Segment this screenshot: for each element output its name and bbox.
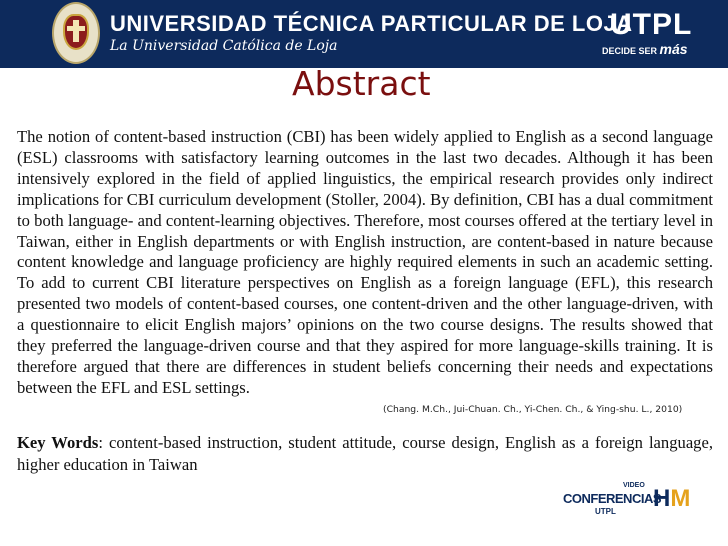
video-label: VIDEO <box>623 482 645 489</box>
utpl-logo: UTPL <box>610 8 693 41</box>
videoconferencias-logo <box>563 482 693 530</box>
university-name: UNIVERSIDAD TÉCNICA PARTICULAR DE LOJA <box>110 11 633 36</box>
abstract-text: The notion of content-based instruction (CBI) has been widely applied to English as a second language (ESL) classrooms with satisfactory learning outcomes in the last two decades. Although it has been intensively explored in the field of applied linguistics, the empirical research provides only indirect implications for CBI curriculum development (Stoller, 2004). By definition, CBI has a dual commitment to both language- and content-learning objectives. Therefore, most courses offered at the tertiary level in Taiwan, either in English departments or with English instruction, are content-based in nature because content knowledge and language proficiency are highly required elements in such an academic setting. To add to current CBI literature perspectives on English as a foreign language (EFL), this research presented two models of content-based courses, one content-driven and the other language-driven, with a questionnaire to elicit English majors’ opinions on the two course designs. The results showed that they preferred the language-driven course and that they aspired for more language-skills training. It is therefore argued that there are differences in student beliefs concerning their needs and expectations between the EFL and ESL settings. <box>17 127 713 397</box>
conferencias-label: CONFERENCIAS <box>563 491 662 506</box>
conference-mark-icon: HM <box>653 485 691 512</box>
keywords-paragraph <box>17 432 713 476</box>
keywords-separator: : <box>98 433 103 452</box>
abstract-body <box>17 127 713 447</box>
tagline-prefix: DECIDE SER <box>602 46 658 56</box>
abstract-citation: (Chang. M.Ch., Jui-Chuan. Ch., Yi-Chen. Ch., & Ying-shu. L., 2010) <box>383 404 683 415</box>
keywords-label: Key Words <box>17 433 99 452</box>
utpl-tagline <box>602 41 688 57</box>
university-seal-icon <box>52 2 100 64</box>
keywords-text: content-based instruction, student attitude, course design, English as a foreign language, higher education in Taiwan <box>17 433 713 474</box>
conferencias-org: UTPL <box>595 507 616 516</box>
tagline-emphasis: más <box>659 41 688 57</box>
slide-title: Abstract <box>292 64 431 103</box>
university-subtitle: La Universidad Católica de Loja <box>110 38 338 54</box>
university-header-banner <box>0 0 728 68</box>
